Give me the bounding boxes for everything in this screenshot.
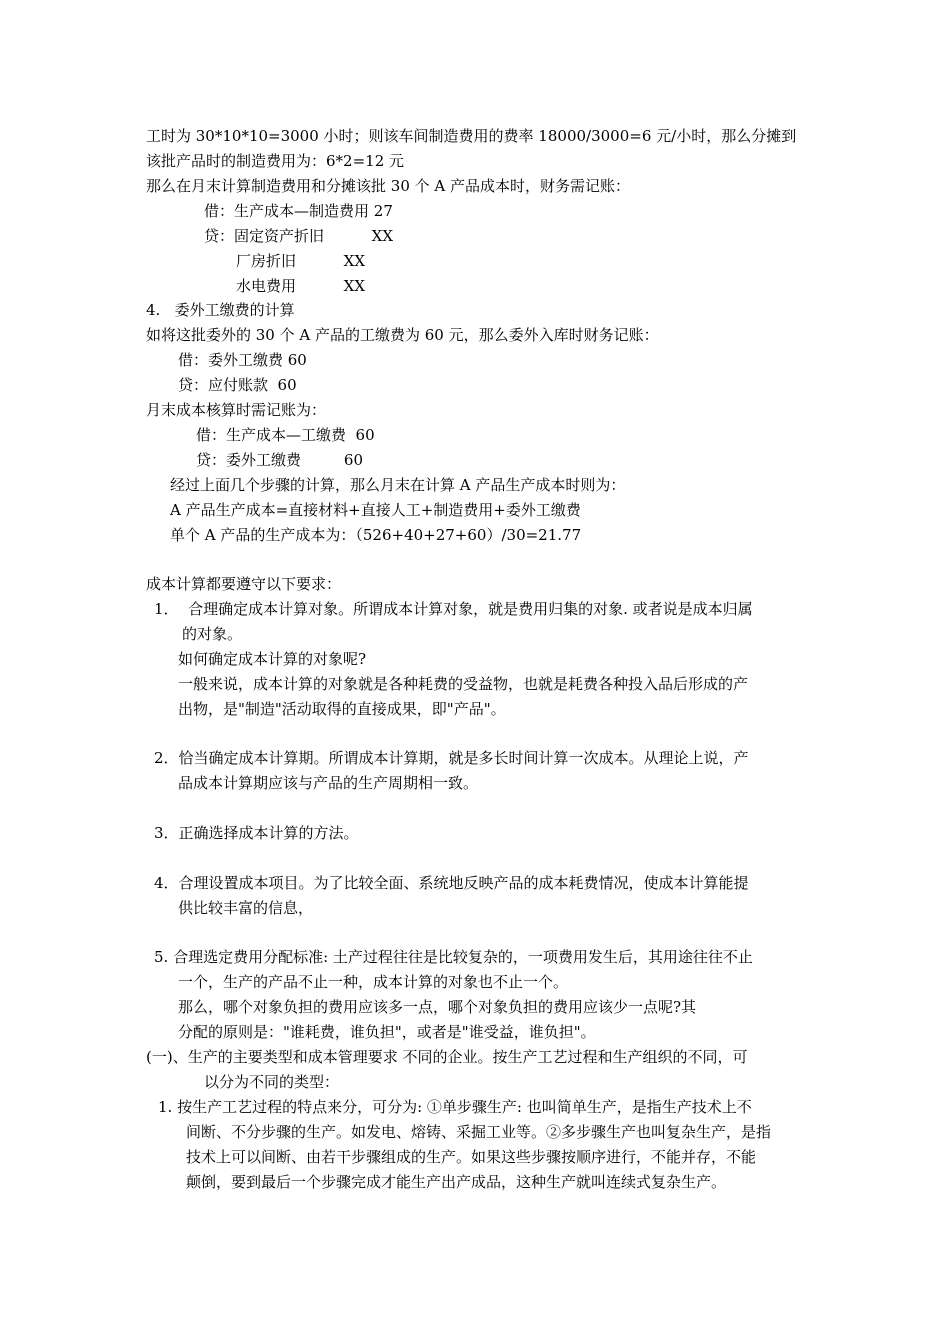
list-item: 1. 按生产工艺过程的特点来分，可分为: ①单步骤生产: 也叫简单生产，是指生产技术上不 <box>158 1098 752 1116</box>
journal-credit-line: 水电费用 XX <box>236 277 366 295</box>
text-line: 经过上面几个步骤的计算，那么月末在计算 A 产品生产成本时则为： <box>170 476 626 494</box>
section-heading: (一)、生产的主要类型和成本管理要求 不同的企业。按生产工艺过程和生产组织的不同，可 <box>146 1048 748 1066</box>
list-item-continuation: 技术上可以间断、由若干步骤组成的生产。如果这些步骤按顺序进行，不能并存，不能 <box>186 1148 757 1166</box>
text-line: 那么，哪个对象负担的费用应该多一点，哪个对象负担的费用应该少一点呢?其 <box>178 998 697 1016</box>
list-item-continuation: 的对象。 <box>182 625 243 643</box>
journal-credit-line: 贷：应付账款 60 <box>178 376 297 394</box>
formula-line: A 产品生产成本=直接材料+直接人工+制造费用+委外工缴费 <box>170 501 581 519</box>
list-item: 1． 合理确定成本计算对象。所谓成本计算对象，就是费用归集的对象. 或者说是成本归属 <box>154 600 753 618</box>
text-line: 那么在月末计算制造费用和分摊该批 30 个 A 产品成本时，财务需记账： <box>146 177 630 195</box>
text-line: 如何确定成本计算的对象呢? <box>178 650 367 668</box>
journal-debit-line: 借：生产成本—制造费用 27 <box>204 202 393 220</box>
journal-credit-line: 厂房折旧 XX <box>236 252 366 270</box>
list-item: 2．恰当确定成本计算期。所谓成本计算期，就是多长时间计算一次成本。从理论上说，产 <box>154 749 749 767</box>
list-item-continuation: 供比较丰富的信息， <box>178 899 314 917</box>
journal-credit-line: 贷：委外工缴费 60 <box>196 451 364 469</box>
text-line: 一般来说，成本计算的对象就是各种耗费的受益物，也就是耗费各种投入品后形成的产 <box>178 675 749 693</box>
text-line: 该批产品时的制造费用为：6*2=12 元 <box>146 152 405 170</box>
section-heading: 成本计算都要遵守以下要求： <box>146 575 342 593</box>
text-line: 工时为 30*10*10=3000 小时；则该车间制造费用的费率 18000/3000=6 元/小时，那么分摊到 <box>146 127 797 145</box>
journal-debit-line: 借：委外工缴费 60 <box>178 351 307 369</box>
text-line: 如将这批委外的 30 个 A 产品的工缴费为 60 元，那么委外入库时财务记账： <box>146 326 659 344</box>
text-line: 分配的原则是："谁耗费，谁负担"，或者是"谁受益，谁负担"。 <box>178 1023 596 1041</box>
journal-debit-line: 借：生产成本—工缴费 60 <box>196 426 375 444</box>
journal-credit-line: 贷：固定资产折旧 XX <box>204 227 394 245</box>
list-item-continuation: 间断、不分步骤的生产。如发电、熔铸、采掘工业等。②多步骤生产也叫复杂生产，是指 <box>186 1123 772 1141</box>
text-line: 以分为不同的类型： <box>204 1073 340 1091</box>
list-item-continuation: 颠倒，要到最后一个步骤完成才能生产出产成品，这种生产就叫连续式复杂生产。 <box>186 1173 727 1191</box>
list-item: 3．正确选择成本计算的方法。 <box>154 824 359 842</box>
formula-line: 单个 A 产品的生产成本为：（526+40+27+60）/30=21.77 <box>170 526 582 544</box>
text-line: 出物，是"制造"活动取得的直接成果，即"产品"。 <box>178 700 506 718</box>
list-item: 5. 合理选定费用分配标准: 土产过程往往是比较复杂的，一项费用发生后，其用途往往不止 <box>154 948 753 966</box>
list-item: 4．合理设置成本项目。为了比较全面、系统地反映产品的成本耗费情况，使成本计算能提 <box>154 874 749 892</box>
section-heading: 4. 委外工缴费的计算 <box>146 301 295 319</box>
list-item-continuation: 品成本计算期应该与产品的生产周期相一致。 <box>178 774 479 792</box>
text-line: 月末成本核算时需记账为： <box>146 401 327 419</box>
list-item-continuation: 一个，生产的产品不止一种，成本计算的对象也不止一个。 <box>178 973 569 991</box>
